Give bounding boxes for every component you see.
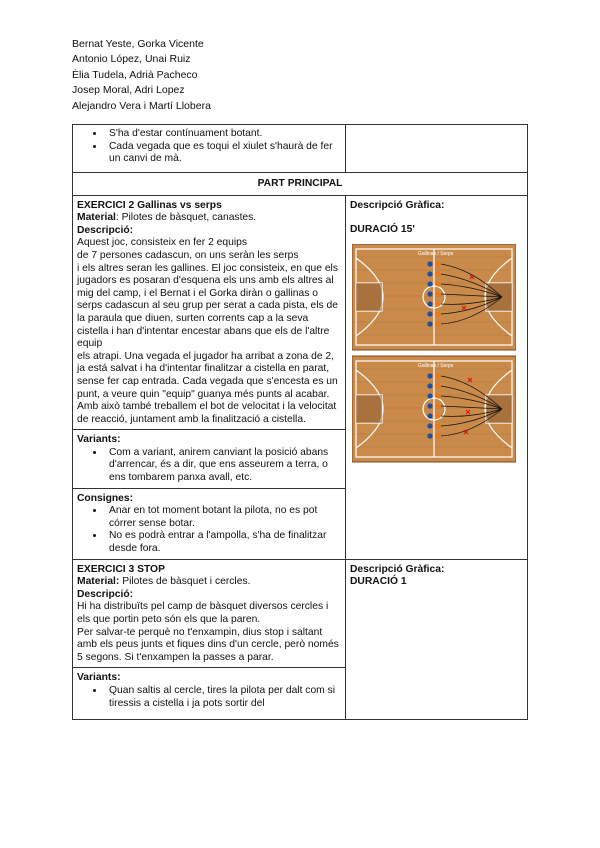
ex2-desc-line: els atrapi. Una vegada el jugador ha arribat a zona de 2, ja está salvat i ha d'intentar finalitzar a cistella en parat, sense fer cap entrada. Cada vegada que s'encesta es un punt, a veure quin "equip" guanya més punts al acabar. Amb això també treballem el bot de velocitat i la velocitat de reacció, juntament amb la finalització a cistella. (77, 350, 338, 425)
court-bottom-label: Gallinas / Serps (418, 362, 454, 369)
ex2-consignes-cell (73, 488, 346, 559)
intro-cell (73, 125, 346, 173)
ex3-desc-line: Hi ha distribuïts pel camp de bàsquet diversos cercles i els que portin peto són els que la paren. (77, 601, 329, 625)
ex3-title: EXERCICI 3 STOP (77, 563, 165, 575)
ex3-desc-label: Descripció: (77, 588, 134, 600)
intro-bullet: • S'ha d'estar contínuament botant. (105, 128, 341, 141)
ex2-title: EXERCICI 2 Gallinas vs serps (77, 199, 222, 211)
ex2-variants-label: Variants: (77, 434, 121, 446)
ex2-consigna: • Anar en tot moment botant la pilota, no es pot córrer sense botar. (105, 505, 341, 530)
intro-row (73, 125, 528, 173)
material-label: Material (77, 212, 116, 224)
ex3-variants-list (77, 685, 341, 710)
ex2-desc-label: Descripció: (77, 224, 134, 236)
material-value: Pilotes de bàsquet i cercles. (119, 576, 251, 588)
ex2-variant: • Com a variant, anirem canviant la posició abans d'arrencar, és a dir, que ens asseurem a terra, o ens tombarem panxa avall, etc. (105, 447, 341, 485)
ex2-duration: DURACIÓ 15' (350, 224, 415, 236)
material-value: : Pilotes de bàsquet, canastes. (115, 212, 257, 224)
ex2-description-cell (73, 195, 346, 430)
author-list (72, 37, 211, 114)
intro-bullet: • Cada vegada que es toqui el xiulet s'haurà de fer un canvi de mà. (105, 141, 341, 166)
section-row (73, 173, 528, 196)
ex3-material (77, 576, 341, 589)
ex3-desc-line: Per salvar-te perquè no t'enxampin, dius stop i saltant amb els peus junts et fiques dins d'un cercle, però només 5 segons. Si t'enxampen la passes a parar. (77, 626, 339, 663)
ex2-desc-line: de 7 persones cadascun, on uns seràn les serps (77, 249, 299, 261)
ex2-variants-list (77, 447, 341, 485)
court-top (352, 244, 516, 350)
intro-empty-cell (346, 125, 528, 173)
ex2-graphic-cell (346, 195, 528, 559)
ex2-consignes-label: Consignes: (77, 492, 134, 504)
ex3-description-cell (73, 559, 346, 668)
author-line: Antonio López, Unai Ruiz (72, 53, 191, 66)
author-line: Bernat Yeste, Gorka Vicente (72, 38, 204, 50)
ex2-desc-line: i els altres seran les gallines. El joc consisteix, en que els jugadors es posaran d'esquena els uns amb els altres al mig del camp, i el Bernat i el Gorka diràn o gallinas o serps cadascun al seu grup per serat a cada pista, els de la paraula que diuen, surten corrents cap a la seva cistella i han d'intentar encestar abans que els de l'altre equip (77, 262, 339, 350)
ex3-row (73, 559, 528, 668)
ex3-duration: DURACIÓ 1 (350, 576, 407, 588)
ex3-graphic-label: Descripció Gràfica: (350, 563, 445, 575)
ex2-graphic-label: Descripció Gràfica: (350, 199, 445, 211)
intro-bullets (77, 128, 341, 166)
ex3-variants-label: Variants: (77, 672, 121, 684)
ex3-graphic-cell (346, 559, 528, 720)
material-label: Material: (77, 576, 120, 588)
ex2-consignes-list (77, 505, 341, 555)
court-bottom (352, 356, 516, 462)
author-line: Alejandro Vera i Martí Llobera (72, 99, 211, 112)
author-line: Èlia Tudela, Adrià Pacheco (72, 68, 198, 81)
author-line: Josep Moral, Adri Lopez (72, 84, 185, 97)
ex2-consigna: • No es podrà entrar a l'ampolla, s'ha de finalitzar desde fora. (105, 530, 341, 555)
session-table (72, 124, 528, 720)
section-title: PART PRINCIPAL (73, 173, 528, 196)
court-top-label: Gallinas / Serps (418, 250, 454, 257)
ex2-material (77, 212, 341, 225)
ex2-variants-cell (73, 430, 346, 488)
ex2-row (73, 195, 528, 430)
ex3-variants-cell (73, 668, 346, 720)
ex3-variant: • Quan saltis al cercle, tires la pilota per dalt com si tiressis a cistella i ja pots sortir del (105, 685, 341, 710)
ex2-desc-line: Aquest joc, consisteix en fer 2 equips (77, 237, 247, 249)
court-diagram (352, 244, 516, 464)
